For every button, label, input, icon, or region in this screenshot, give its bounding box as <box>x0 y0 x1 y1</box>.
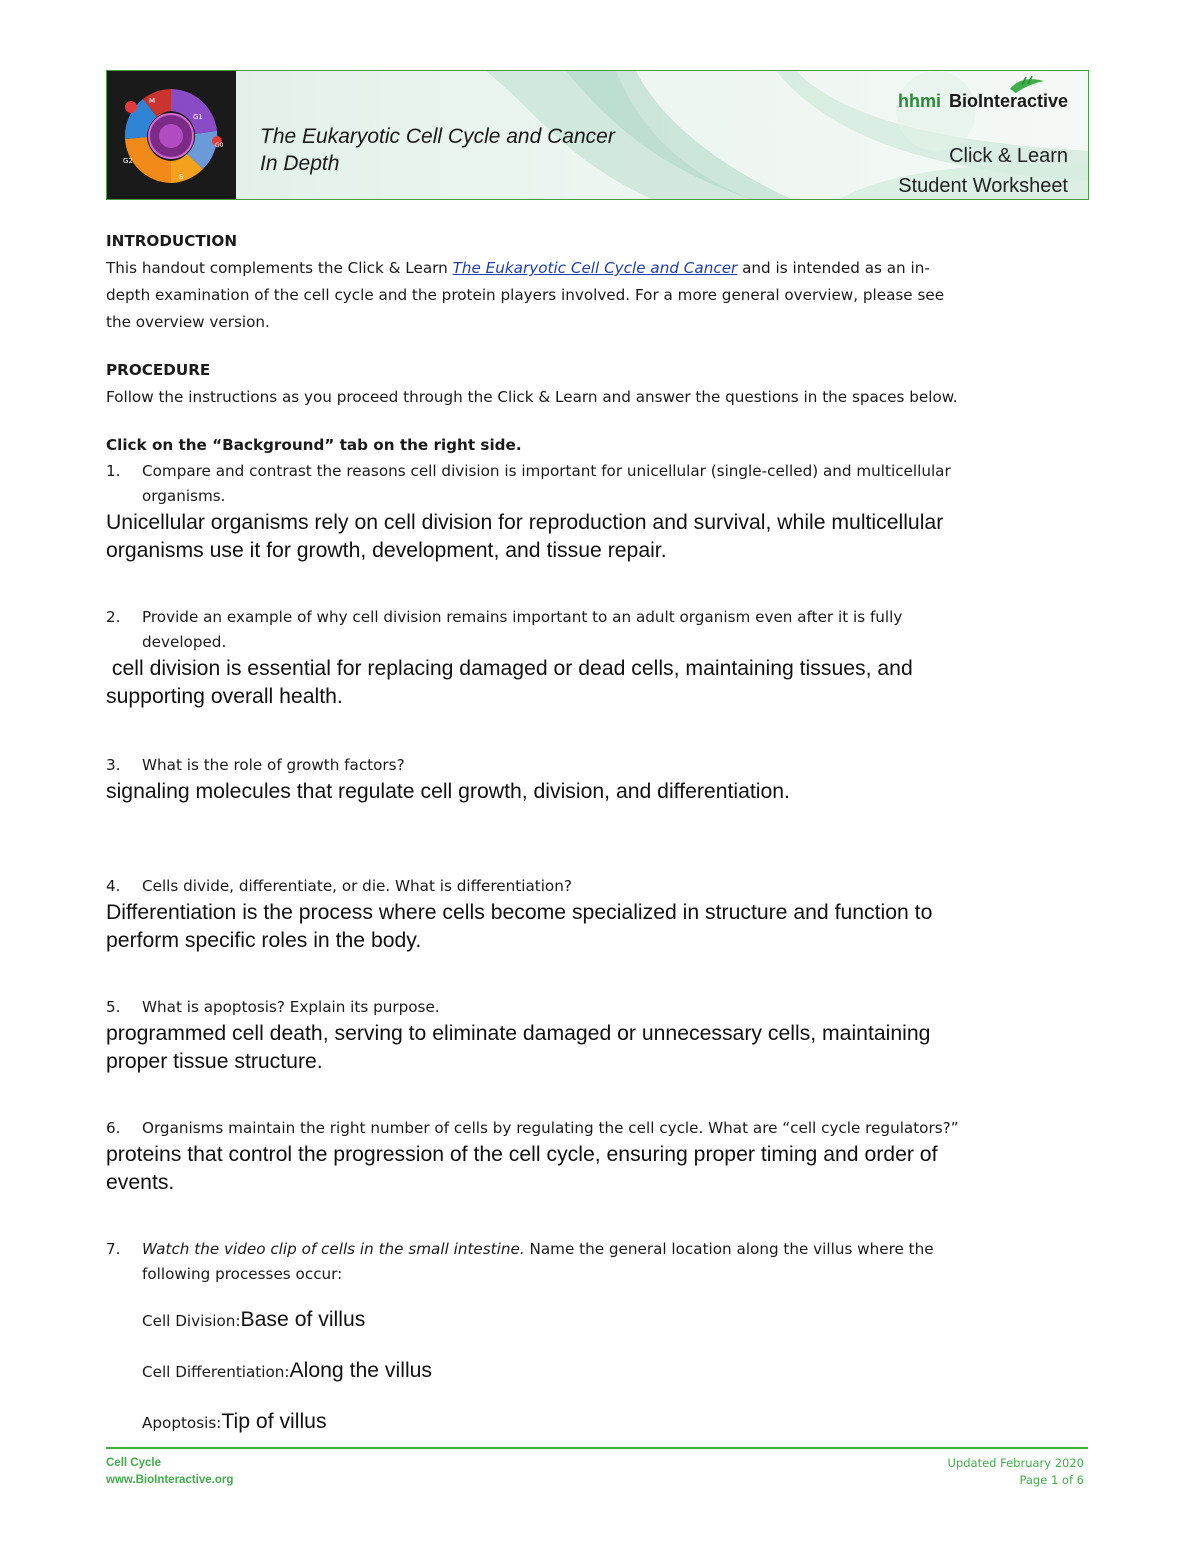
question-text: Cells divide, differentiate, or die. What is differentiation? <box>142 877 572 895</box>
question-number: 3. <box>106 756 121 774</box>
answer-line-1[interactable]: cell division is essential for replacing damaged or dead cells, maintaining tissues, and <box>106 657 913 680</box>
resource-type-line-2: Student Worksheet <box>898 175 1068 197</box>
question-5 <box>106 995 1096 1076</box>
answer-line-1[interactable]: Unicellular organisms rely on cell division for reproduction and survival, while multicellular <box>106 511 944 534</box>
question-number: 4. <box>106 877 121 895</box>
procedure-heading: PROCEDURE <box>106 361 211 379</box>
logo-label-m: M <box>149 97 156 105</box>
resource-type <box>898 141 1068 200</box>
introduction-line-3: the overview version. <box>106 313 270 331</box>
procedure-text: Follow the instructions as you proceed through the Click & Learn and answer the questions in the spaces below. <box>106 388 958 406</box>
process-apoptosis <box>106 1407 1096 1438</box>
process-answer[interactable]: Tip of villus <box>221 1410 327 1433</box>
question-text: Provide an example of why cell division remains important to an adult organism even after it is fully <box>142 608 903 626</box>
question-number: 1. <box>106 462 121 480</box>
footer-left <box>106 1455 233 1489</box>
process-cell-division <box>106 1305 1096 1336</box>
resource-type-line-1: Click & Learn <box>949 145 1068 167</box>
footer-divider <box>106 1447 1088 1449</box>
question-text-cont: developed. <box>142 633 227 651</box>
answer-line-2[interactable]: organisms use it for growth, development, and tissue repair. <box>106 539 667 562</box>
logo-label-g1: G1 <box>193 113 203 121</box>
question-text: What is the role of growth factors? <box>142 756 405 774</box>
question-text: Organisms maintain the right number of cells by regulating the cell cycle. What are “cell cycle regulators?” <box>142 1119 959 1137</box>
hhmi-text: hhmi <box>897 91 941 111</box>
question-text: Compare and contrast the reasons cell division is important for unicellular (single-celled) and multicellular <box>142 462 951 480</box>
answer-line-2[interactable]: supporting overall health. <box>106 685 343 708</box>
question-text: Name the general location along the villus where the <box>524 1240 934 1258</box>
intro-text-after: and is intended as an in- <box>737 259 930 277</box>
title-line-1: The Eukaryotic Cell Cycle and Cancer <box>260 125 615 148</box>
cell-cycle-logo <box>107 71 236 200</box>
document-title <box>260 123 615 177</box>
answer-line-2[interactable]: events. <box>106 1171 175 1194</box>
question-4 <box>106 874 1096 955</box>
header-banner <box>106 70 1089 200</box>
question-number: 2. <box>106 608 121 626</box>
worksheet-content <box>106 228 1096 1438</box>
footer-updated-date: Updated February 2020 <box>947 1456 1084 1470</box>
process-label: Apoptosis: <box>142 1414 222 1432</box>
hhmi-biointeractive-logo <box>898 91 1068 112</box>
question-6 <box>106 1116 1096 1197</box>
logo-label-s: S <box>179 173 184 181</box>
question-3 <box>106 753 1096 806</box>
question-text-cont: organisms. <box>142 487 226 505</box>
question-text: What is apoptosis? Explain its purpose. <box>142 998 440 1016</box>
answer-line-2[interactable]: perform specific roles in the body. <box>106 929 422 952</box>
introduction-line-1 <box>106 255 1096 282</box>
question-number: 6. <box>106 1119 121 1137</box>
process-answer[interactable]: Along the villus <box>289 1359 433 1382</box>
question-text-italic: Watch the video clip of cells in the small intestine. <box>142 1240 525 1258</box>
process-label: Cell Differentiation: <box>142 1363 290 1381</box>
question-2 <box>106 605 1096 711</box>
question-number: 7. <box>106 1240 121 1258</box>
answer-line-1[interactable]: Differentiation is the process where cells become specialized in structure and function to <box>106 901 933 924</box>
question-1 <box>106 459 1096 565</box>
process-label: Cell Division: <box>142 1312 241 1330</box>
footer-page-number: Page 1 of 6 <box>1019 1473 1084 1487</box>
click-and-learn-link[interactable]: The Eukaryotic Cell Cycle and Cancer <box>452 259 738 277</box>
introduction-line-2: depth examination of the cell cycle and the protein players involved. For a more general overview, please see <box>106 286 945 304</box>
process-answer[interactable]: Base of villus <box>240 1308 366 1331</box>
question-number: 5. <box>106 998 121 1016</box>
answer-line-1[interactable]: programmed cell death, serving to eliminate damaged or unnecessary cells, maintaining <box>106 1022 931 1045</box>
footer-website-link[interactable]: www.BioInteractive.org <box>106 1474 234 1486</box>
footer-right <box>948 1455 1084 1489</box>
logo-label-g2: G2 <box>123 157 133 165</box>
answer-line-1[interactable]: signaling molecules that regulate cell growth, division, and differentiation. <box>106 780 790 803</box>
question-7 <box>106 1237 1096 1438</box>
biointeractive-text: BioInteractive <box>948 91 1068 111</box>
intro-text: This handout complements the Click & Learn <box>106 259 453 277</box>
process-cell-differentiation <box>106 1356 1096 1387</box>
answer-line-2[interactable]: proper tissue structure. <box>106 1050 323 1073</box>
introduction-heading: INTRODUCTION <box>106 232 238 250</box>
answer-line-1[interactable]: proteins that control the progression of the cell cycle, ensuring proper timing and order of <box>106 1143 938 1166</box>
background-tab-instruction: Click on the “Background” tab on the right side. <box>106 436 522 454</box>
question-text-cont: following processes occur: <box>142 1265 343 1283</box>
title-line-2: In Depth <box>260 152 340 175</box>
logo-label-g0: G0 <box>215 142 224 149</box>
footer-topic: Cell Cycle <box>106 1457 161 1469</box>
